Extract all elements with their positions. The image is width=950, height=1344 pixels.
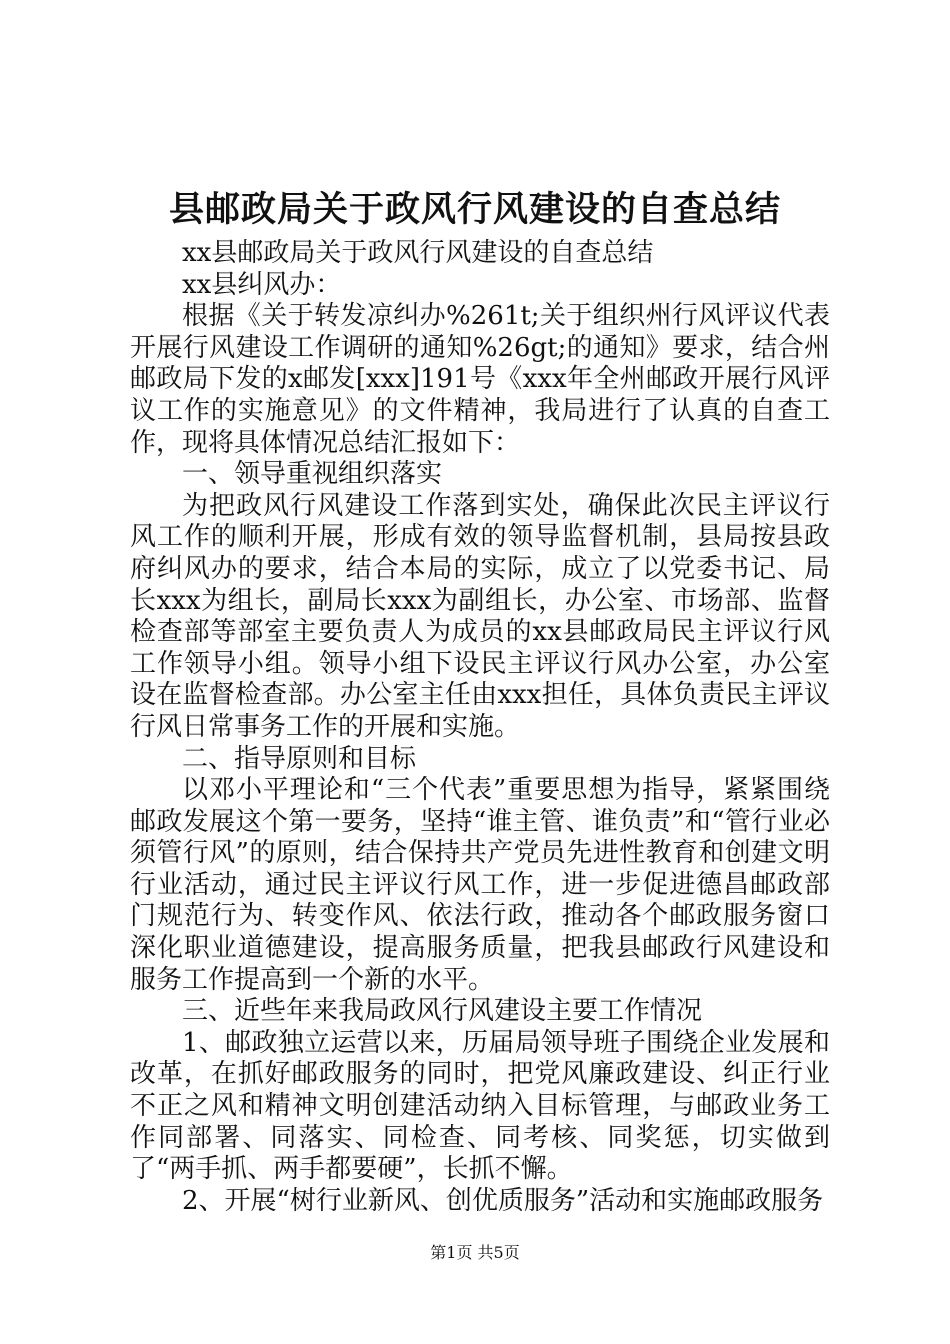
paragraph-section-1: 为把政风行风建设工作落到实处，确保此次民主评议行风工作的顺利开展，形成有效的领导监督机制，县局按县政府纠风办的要求，结合本局的实际，成立了以党委书记、局长xxx为组长，副局长xxx为副组长，办公室、市场部、监督检查部等部室主要负责人为成员的xx县邮政局民主评议行风工作领导小组。领导小组下设民主评议行风办公室，办公室设在监督检查部。办公室主任由xxx担任，具体负责民主评议行风日常事务工作的开展和实施。 [130, 490, 830, 742]
paragraph-item-2: 2、开展“树行业新风、创优质服务”活动和实施邮政服务 [182, 1185, 824, 1216]
paragraph-intro: 根据《关于转发凉纠办%261t;关于组织州行风评议代表开展行风建设工作调研的通知%26gt;的通知》要求，结合州邮政局下发的x邮发[xxx]191号《xxx年全州邮政开展行风评议工作的实施意见》的文件精神，我局进行了认真的自查工作，现将具体情况总结汇报如下： [130, 301, 830, 458]
section-heading-3: 三、近些年来我局政风行风建设主要工作情况 [182, 996, 703, 1027]
document-body [130, 238, 830, 1217]
paragraph-section-2: 以邓小平理论和“三个代表”重要思想为指导，紧紧围绕邮政发展这个第一要务，坚持“谁主管、谁负责”和“管行业必须管行风”的原则，结合保持共产党员先进性教育和创建文明行业活动，通过民主评议行风工作，进一步促进德昌邮政部门规范行为、转变作风、依法行政，推动各个邮政服务窗口深化职业道德建设，提高服务质量，把我县邮政行风建设和服务工作提高到一个新的水平。 [130, 775, 830, 995]
paragraph-addressee: xx县纠风办： [182, 269, 342, 300]
section-heading-2: 二、指导原则和目标 [182, 743, 417, 774]
paragraph-item-1: 1、邮政独立运营以来，历届局领导班子围绕企业发展和改革，在抓好邮政服务的同时，把党风廉政建设、纠正行业不正之风和精神文明创建活动纳入目标管理，与邮政业务工作同部署、同落实、同检查、同考核、同奖惩，切实做到了“两手抓、两手都要硬”，长抓不懈。 [130, 1027, 830, 1185]
page-footer: 第1页 共5页 [430, 1243, 520, 1262]
document-title: 县邮政局关于政风行风建设的自查总结 [168, 190, 781, 230]
paragraph-subtitle: xx县邮政局关于政风行风建设的自查总结 [182, 238, 654, 268]
section-heading-1: 一、领导重视组织落实 [182, 459, 443, 490]
